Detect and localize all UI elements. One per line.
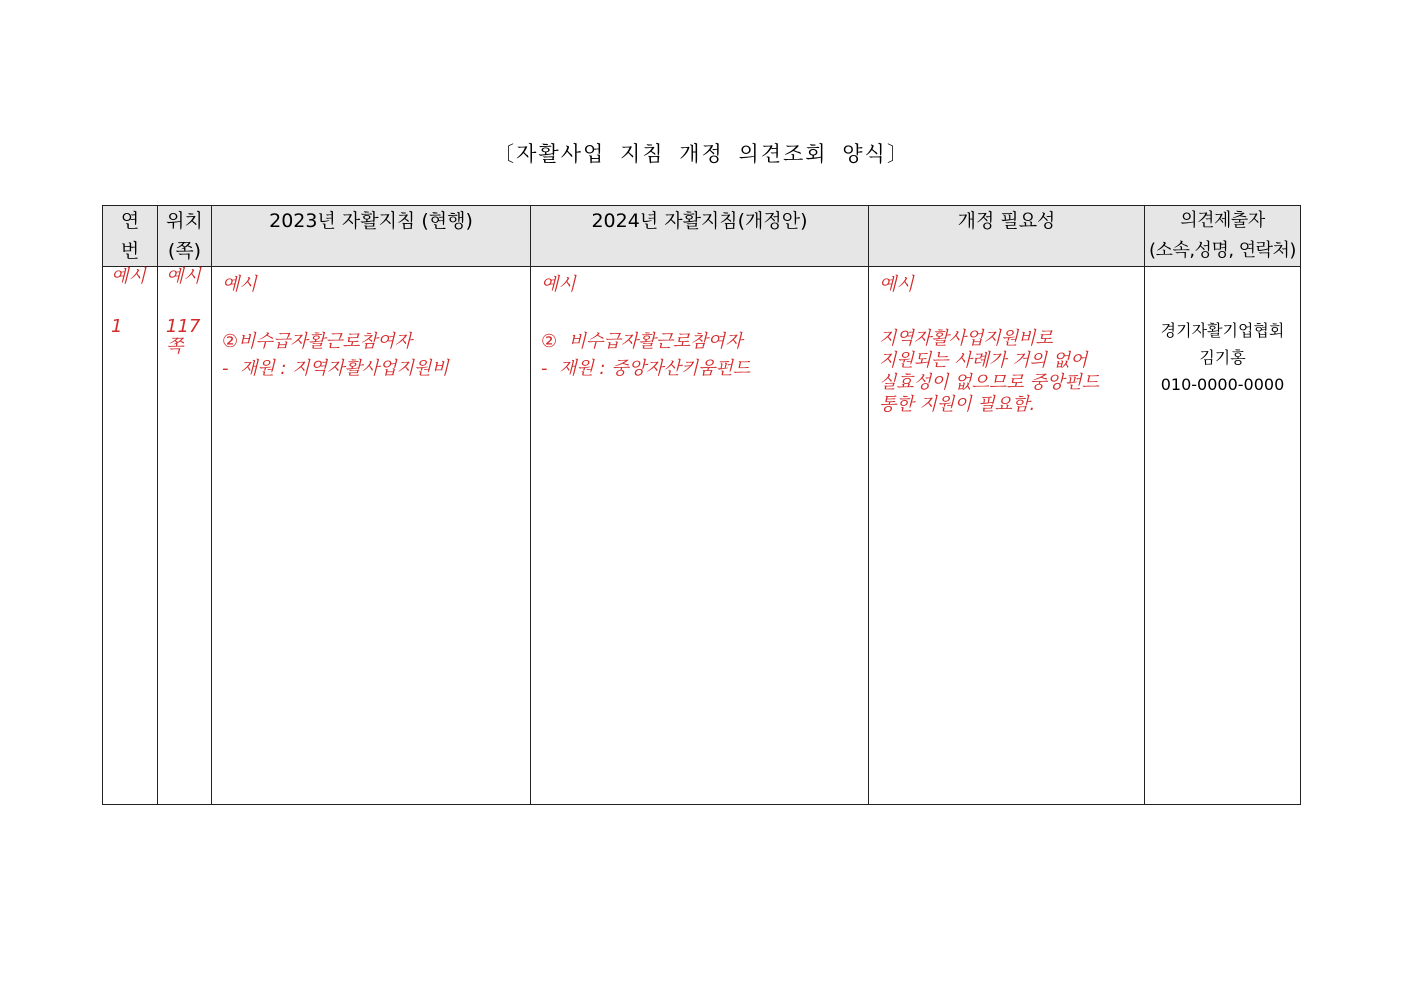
need-line4: 통한 지원이 필요함.: [879, 394, 1036, 415]
position-example-label: 예시: [166, 266, 201, 287]
current-example-label: 예시: [222, 274, 257, 295]
submitter-phone: 010-0000-0000: [1160, 375, 1285, 394]
header-position-line2: (쪽): [167, 240, 202, 262]
example-row: [103, 267, 1301, 805]
current-line2: - 재원 : 지역자활사업지원비: [222, 358, 449, 379]
revised-line1: ② 비수급자활근로참여자: [541, 331, 743, 352]
header-row: [103, 206, 1301, 267]
header-revision-need: 개정 필요성: [869, 206, 1145, 267]
cell-no: [103, 267, 158, 805]
cell-revised-guideline: [531, 267, 869, 805]
need-line2: 지원되는 사례가 거의 없어: [879, 350, 1088, 371]
header-no-line1: 연: [120, 210, 140, 232]
opinion-form-table: [102, 205, 1301, 805]
revised-example-label: 예시: [541, 274, 576, 295]
header-current-guideline: 2023년 자활지침 (현행): [212, 206, 531, 267]
position-value-line1: 117: [166, 316, 201, 337]
header-position: [158, 206, 212, 267]
position-value-line2: 쪽: [166, 336, 184, 357]
current-line1: ②비수급자활근로참여자: [222, 331, 413, 352]
need-example-label: 예시: [879, 274, 914, 295]
submitter-name: 김기홍: [1199, 348, 1246, 367]
revised-line2: - 재원 : 중앙자산키움펀드: [541, 358, 751, 379]
header-submitter-line2: (소속,성명, 연락처): [1149, 240, 1296, 261]
header-submitter-line1: 의견제출자: [1180, 210, 1265, 231]
submitter-org: 경기자활기업협회: [1160, 321, 1285, 340]
header-position-line1: 위치: [166, 210, 203, 232]
header-revised-guideline: 2024년 자활지침(개정안): [531, 206, 869, 267]
need-line1: 지역자활사업지원비로: [879, 328, 1053, 349]
need-line3: 실효성이 없으므로 중앙펀드: [879, 372, 1100, 393]
no-value: 1: [111, 316, 123, 337]
form-title: 〔자활사업 지침 개정 의견조회 양식〕: [493, 142, 910, 166]
header-no-line2: 번: [120, 240, 140, 262]
cell-current-guideline: [212, 267, 531, 805]
header-submitter: [1145, 206, 1301, 267]
cell-revision-need: [869, 267, 1145, 805]
cell-position: [158, 267, 212, 805]
header-no: [103, 206, 158, 267]
cell-submitter: [1145, 267, 1301, 805]
no-example-label: 예시: [111, 266, 146, 287]
